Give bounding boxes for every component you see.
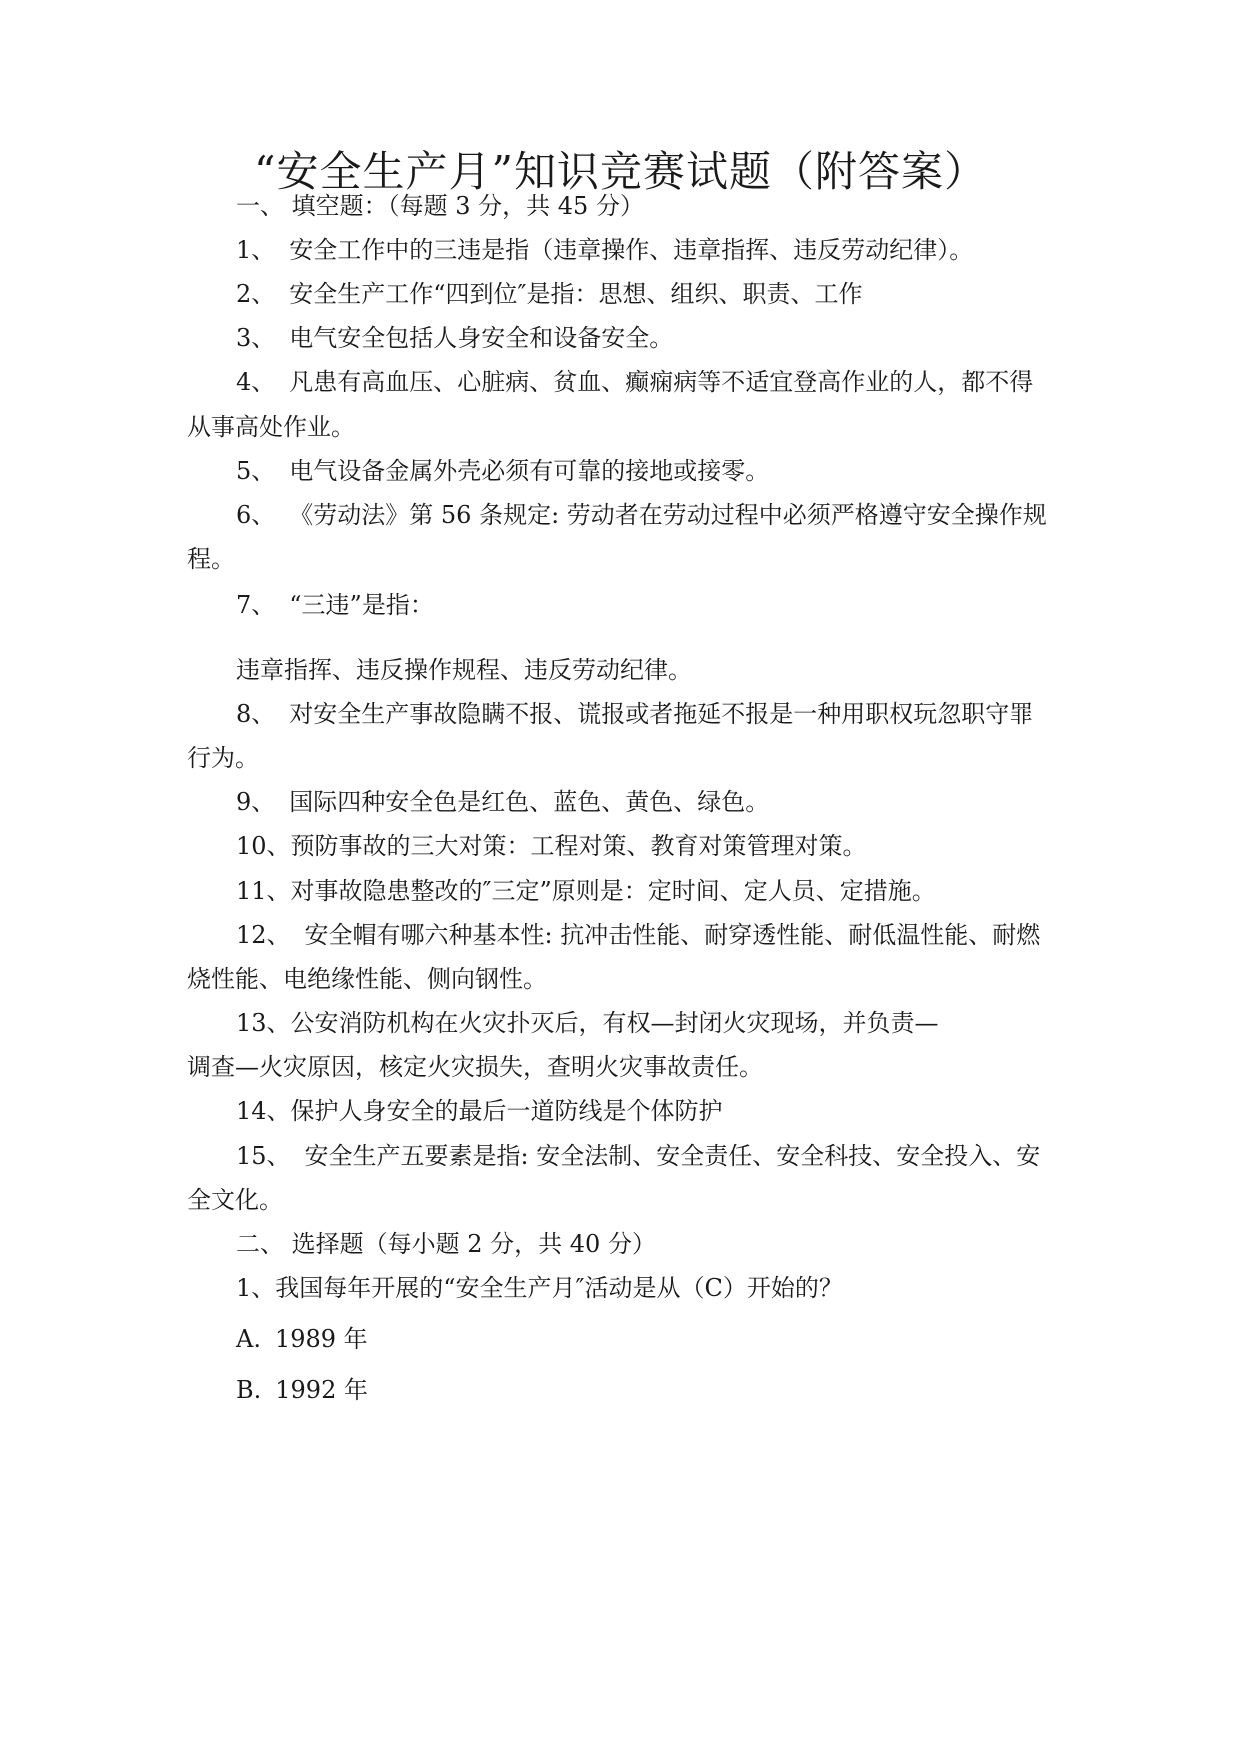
blank-item-4-continued: 从事高处作业。	[187, 413, 355, 441]
blank-item-12	[236, 918, 1040, 952]
option-text: 1992 年	[275, 1376, 368, 1404]
blank-item-9	[236, 785, 769, 819]
item-text: 预防事故的三大对策：工程对策、教育对策管理对策。	[290, 832, 867, 860]
choice-option-a	[236, 1322, 368, 1356]
blank-item-6-continued: 程。	[187, 545, 235, 573]
item-text: 安全帽有哪六种基本性: 抗冲击性能、耐穿透性能、耐低温性能、耐燃	[304, 921, 1041, 949]
blank-item-13-continued: 调查—火灾原因，核定火灾损失，查明火灾事故责任。	[187, 1053, 763, 1081]
section-2-heading: 二、 选择题（每小题 2 分，共 40 分）	[236, 1230, 656, 1258]
item-text: “三违”是指：	[289, 591, 434, 619]
blank-item-11	[236, 874, 936, 908]
blank-item-5	[236, 454, 769, 488]
blank-item-6	[236, 498, 1047, 532]
choice-option-b	[236, 1373, 368, 1407]
option-label: B.	[236, 1376, 262, 1404]
document-title: “安全生产月”知识竞赛试题（附答案）	[254, 147, 987, 196]
blank-item-10	[236, 829, 867, 863]
blank-item-8-continued: 行为。	[187, 744, 259, 772]
blank-item-15-continued: 全文化。	[187, 1186, 283, 1214]
option-text: 1989 年	[274, 1325, 368, 1353]
item-number: 6、	[236, 501, 276, 529]
blank-item-8	[236, 697, 1033, 731]
blank-item-4	[236, 365, 1033, 399]
blank-item-2	[236, 277, 863, 311]
blank-item-13	[236, 1006, 939, 1040]
item-text: 凡患有高血压、心脏病、贫血、癫痫病等不适宜登高作业的人，都不得	[289, 368, 1034, 396]
item-number: 12、	[236, 921, 291, 949]
item-number: 9、	[236, 788, 276, 816]
item-text: 《劳动法》第 56 条规定: 劳动者在劳动过程中必须严格遵守安全操作规	[289, 501, 1047, 529]
item-number: 8、	[236, 700, 276, 728]
item-number: 11、	[236, 877, 291, 905]
blank-item-12-continued: 烧性能、电绝缘性能、侧向钢性。	[187, 965, 547, 993]
item-text: 对安全生产事故隐瞒不报、谎报或者拖延不报是一种用职权玩忽职守罪	[289, 700, 1034, 728]
item-number: 1、	[236, 236, 276, 264]
blank-item-7-continued: 违章指挥、违反操作规程、违反劳动纪律。	[236, 656, 692, 684]
blank-item-7	[236, 588, 434, 622]
item-text: 电气安全包括人身安全和设备安全。	[289, 324, 674, 352]
item-text: 安全生产工作“四到位″是指：思想、组织、职责、工作	[289, 280, 863, 308]
item-text: 保护人身安全的最后一道防线是个体防护	[290, 1097, 723, 1125]
blank-item-3	[236, 321, 673, 355]
item-text: 电气设备金属外壳必须有可靠的接地或接零。	[289, 457, 770, 485]
option-label: A.	[236, 1325, 261, 1353]
blank-item-14	[236, 1094, 723, 1128]
item-number: 4、	[236, 368, 276, 396]
item-text: 国际四种安全色是红色、蓝色、黄色、绿色。	[289, 788, 770, 816]
section-1-heading: 一、 填空题：（每题 3 分，共 45 分）	[236, 192, 644, 220]
item-number: 10、	[236, 832, 291, 860]
item-number: 15、	[236, 1142, 291, 1170]
item-text: 对事故隐患整改的″三定”原则是：定时间、定人员、定措施。	[290, 877, 936, 905]
item-number: 7、	[236, 591, 276, 619]
blank-item-15	[236, 1139, 1040, 1173]
item-number: 3、	[236, 324, 276, 352]
choice-question-1: 1、我国每年开展的“安全生产月″活动是从（C）开始的？	[236, 1274, 843, 1302]
blank-item-1	[236, 233, 973, 267]
item-text: 公安消防机构在火灾扑灭后，有权—封闭火灾现场，并负责—	[290, 1009, 939, 1037]
item-number: 14、	[236, 1097, 291, 1125]
item-text: 安全工作中的三违是指（违章操作、违章指挥、违反劳动纪律）。	[289, 236, 974, 264]
item-text: 安全生产五要素是指: 安全法制、安全责任、安全科技、安全投入、安	[304, 1142, 1041, 1170]
item-number: 13、	[236, 1009, 291, 1037]
item-number: 2、	[236, 280, 276, 308]
item-number: 5、	[236, 457, 276, 485]
